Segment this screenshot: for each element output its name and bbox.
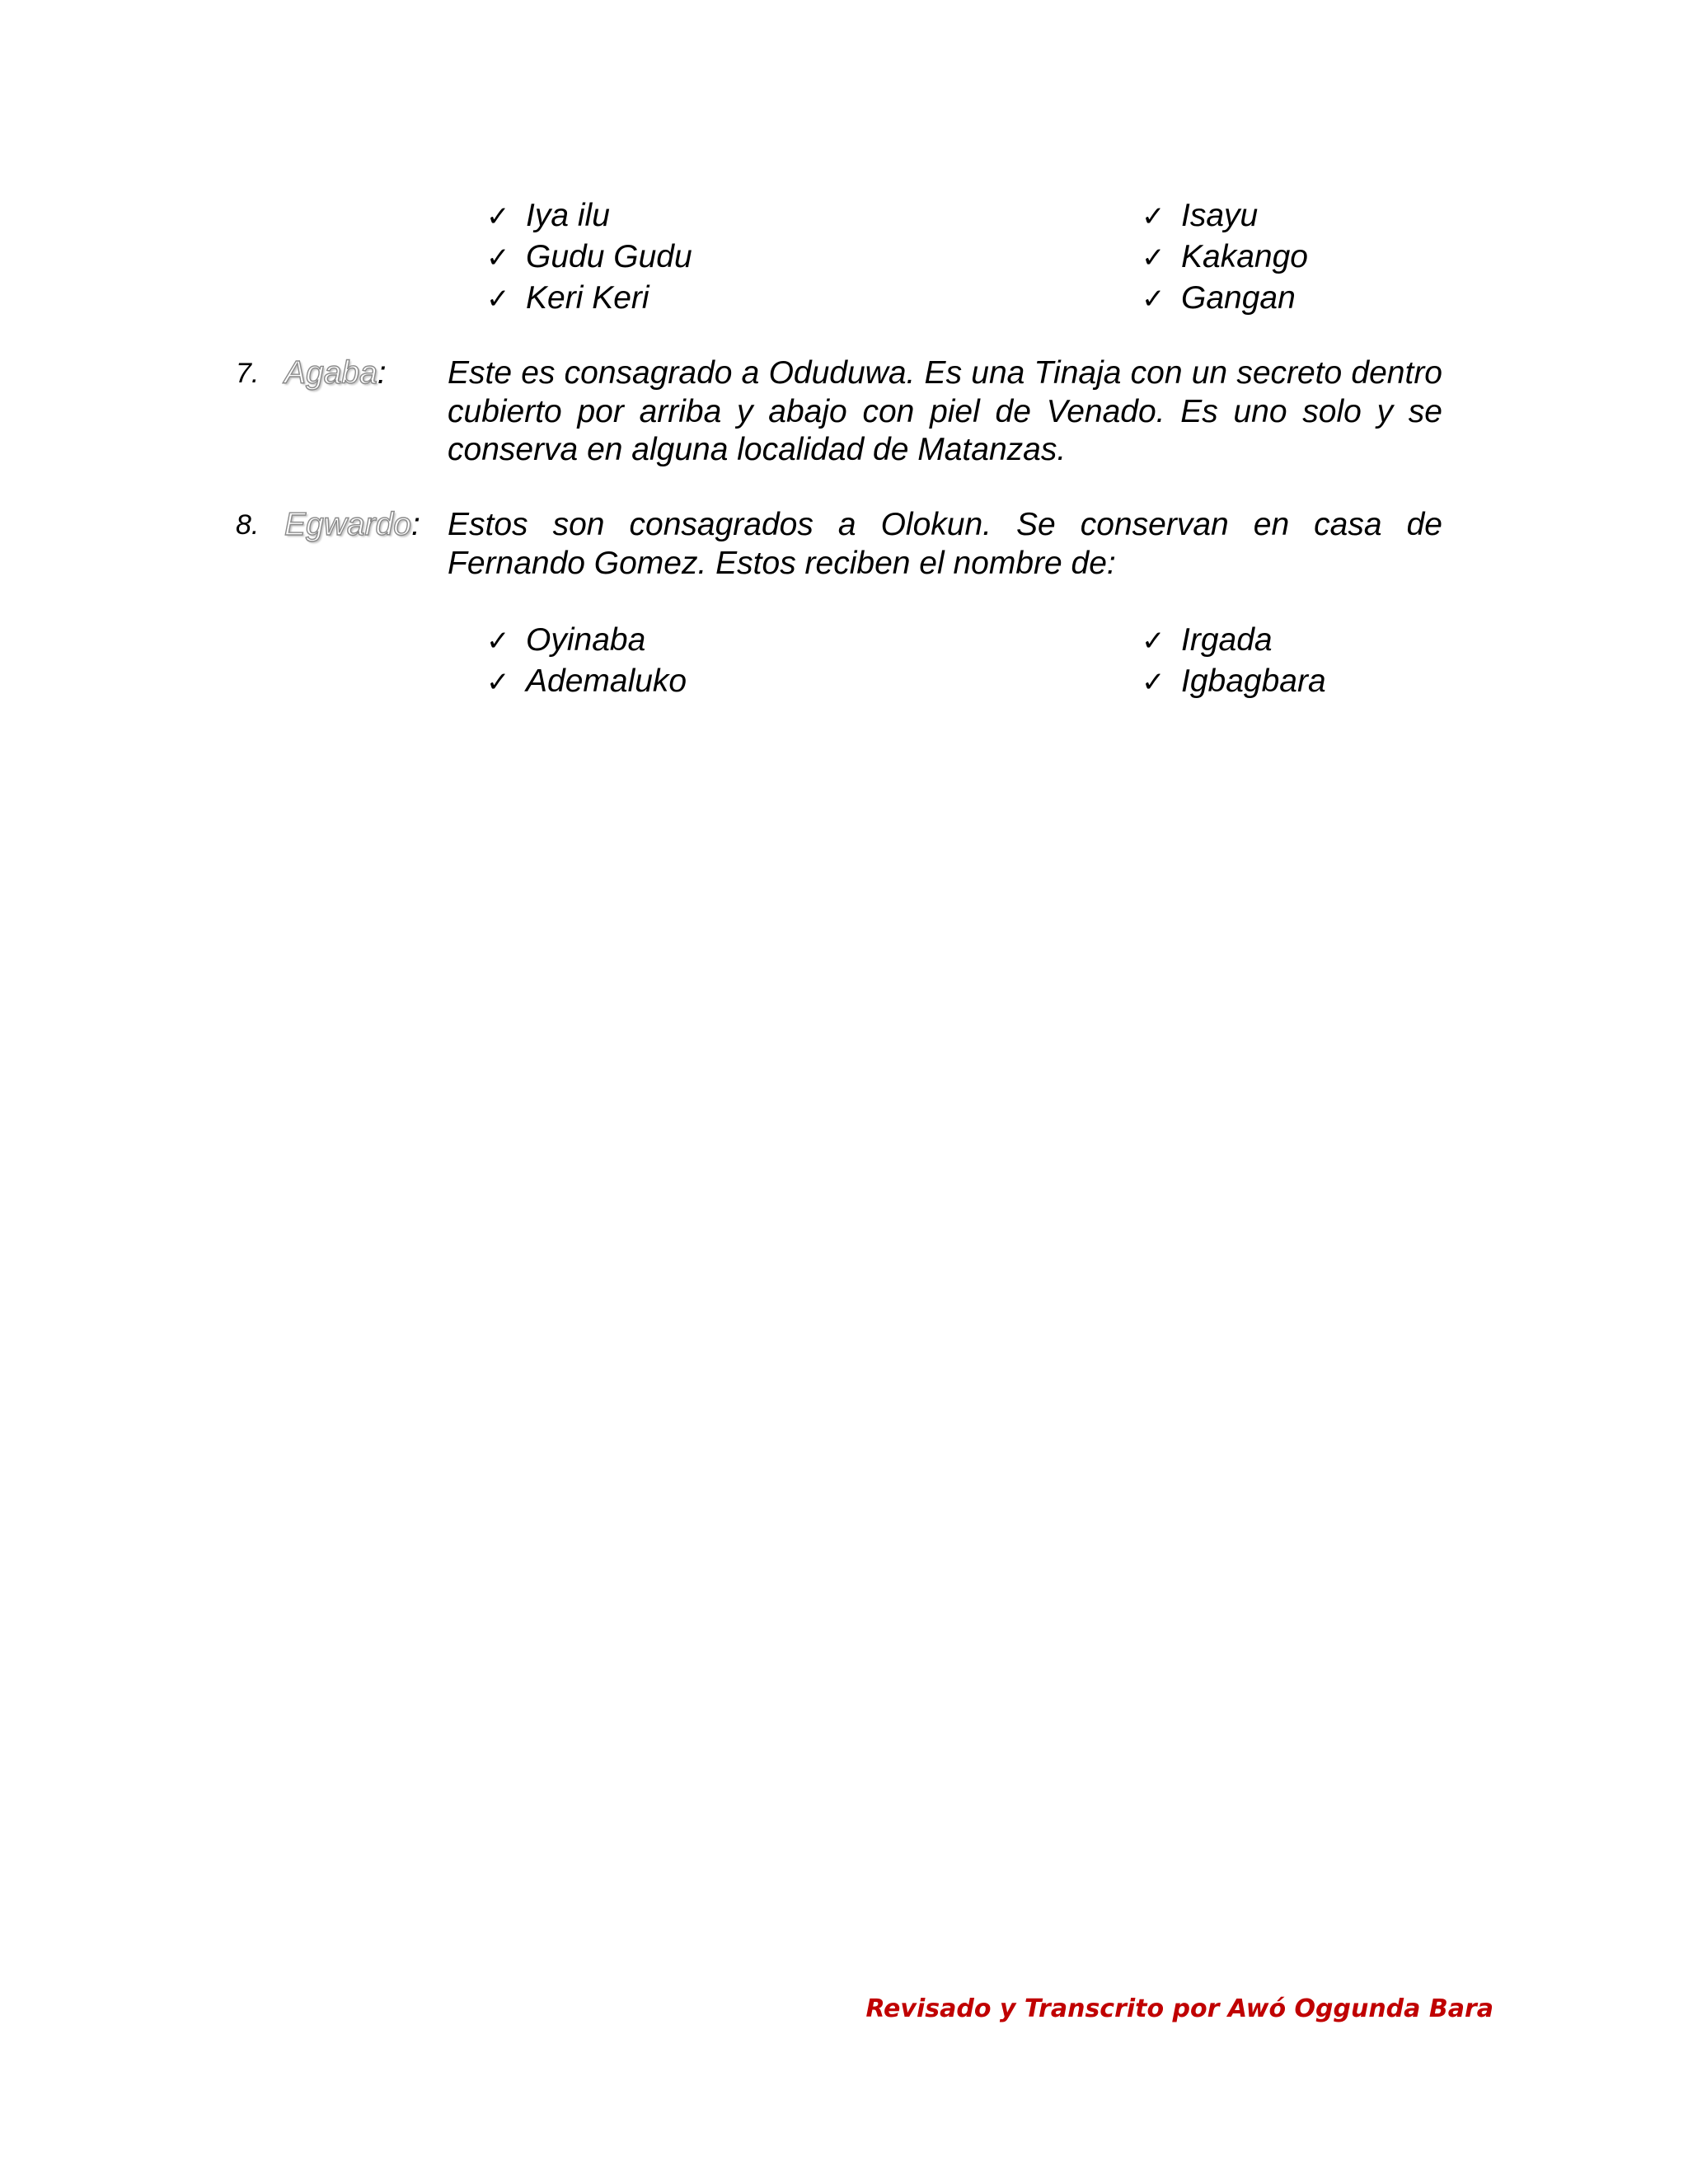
list-item	[1142, 278, 1308, 319]
checkmark-icon: ✓	[486, 666, 510, 699]
checkmark-icon: ✓	[1142, 241, 1165, 274]
list-item-label: Gudu Gudu	[526, 239, 692, 274]
checkmark-icon: ✓	[1142, 200, 1165, 233]
list-item	[1142, 237, 1308, 278]
list-item-label: Isayu	[1181, 198, 1259, 233]
list-item	[486, 237, 692, 278]
entry-term: Egwardo	[284, 507, 411, 542]
entry-number: 8.	[236, 509, 260, 541]
list-item-label: Oyinaba	[526, 622, 646, 658]
list-item	[1142, 661, 1326, 702]
list-item	[1142, 195, 1308, 237]
list-item	[1142, 620, 1326, 661]
checkmark-icon: ✓	[486, 200, 510, 233]
top-checklist-right	[1142, 195, 1308, 319]
checkmark-icon: ✓	[486, 283, 510, 316]
entry-term: Agaba	[284, 355, 377, 391]
entry-description: Este es consagrado a Oduduwa. Es una Tinaja con un secreto dentro cubierto por arriba y abajo con piel de Venado. Es uno solo y se conserva en alguna localidad de Matanzas.	[448, 355, 1442, 467]
list-item	[486, 620, 687, 661]
list-item-label: Iya ilu	[526, 198, 610, 233]
list-item	[486, 195, 692, 237]
entry-colon: :	[410, 507, 420, 542]
bottom-checklist-left	[486, 620, 687, 702]
entry-term-wrap	[284, 506, 420, 544]
entry-number: 7.	[236, 358, 260, 389]
checkmark-icon: ✓	[1142, 625, 1165, 658]
list-item-label: Ademaluko	[526, 663, 687, 699]
checkmark-icon: ✓	[486, 625, 510, 658]
footer-credit: Revisado y Transcrito por Awó Oggunda Bara	[865, 1994, 1493, 2023]
list-item-label: Irgada	[1181, 622, 1273, 658]
checkmark-icon: ✓	[1142, 283, 1165, 316]
checkmark-icon: ✓	[1142, 666, 1165, 699]
list-item-label: Kakango	[1181, 239, 1308, 274]
entry-description: Estos son consagrados a Olokun. Se conservan en casa de Fernando Gomez. Estos reciben el nombre de:	[448, 507, 1442, 581]
entry-colon: :	[377, 355, 387, 391]
list-item	[486, 278, 692, 319]
bottom-checklist-right	[1142, 620, 1326, 702]
list-item-label: Gangan	[1181, 280, 1296, 316]
entry-term-wrap	[284, 354, 387, 392]
list-item-label: Igbagbara	[1181, 663, 1326, 699]
top-checklist-left	[486, 195, 692, 319]
list-item-label: Keri Keri	[526, 280, 649, 316]
list-item	[486, 661, 687, 702]
checkmark-icon: ✓	[486, 241, 510, 274]
